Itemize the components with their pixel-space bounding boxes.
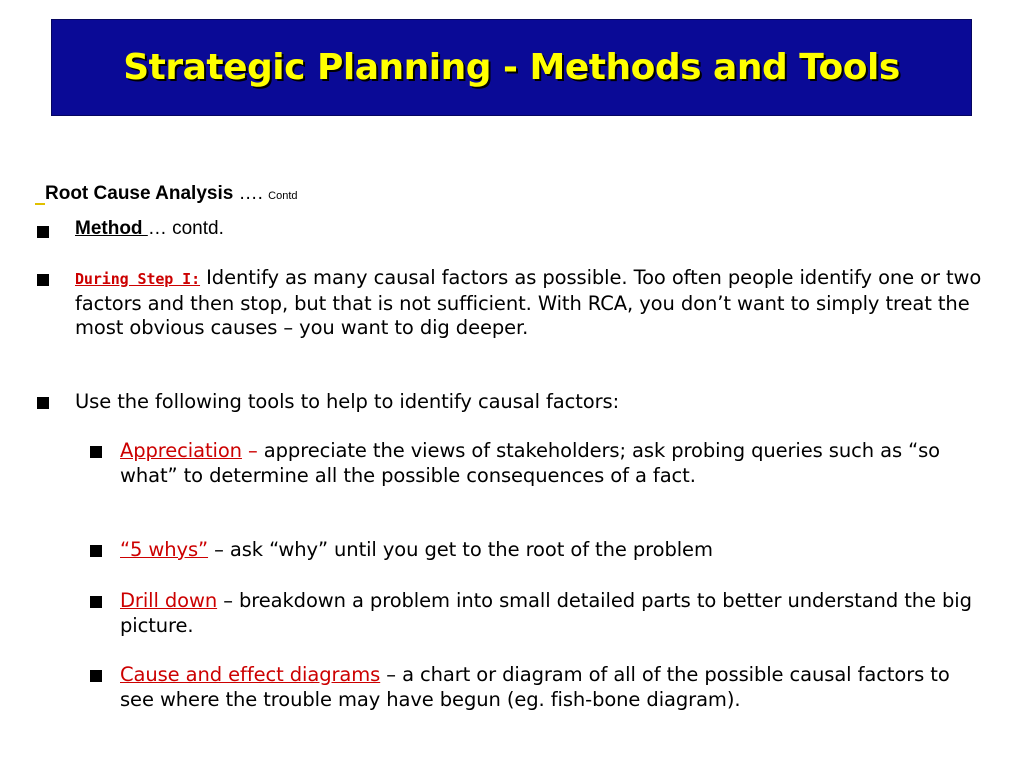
bullet-square: [90, 545, 102, 557]
step-label: During Step I:: [75, 270, 201, 288]
slide-title: Strategic Planning - Methods and Tools: [123, 47, 900, 88]
tool-item: [120, 589, 980, 638]
step-paragraph: [75, 266, 995, 341]
tool-item: [120, 663, 980, 712]
section-heading: [35, 183, 298, 205]
title-bar: [51, 19, 972, 116]
bullet-square: [90, 670, 102, 682]
tool-separator: –: [241, 439, 264, 462]
tool-separator: –: [217, 589, 239, 612]
section-heading-main: Root Cause Analysis: [45, 183, 234, 204]
section-heading-contd: Contd: [268, 190, 298, 202]
step-text: Identify as many causal factors as possible. Too often people identify one or two factors and then stop, but that is not sufficient. With RCA, you don’t want to simply treat the most obvious causes – you want to dig deeper.: [75, 266, 982, 339]
method-rest: … contd.: [147, 218, 224, 239]
tool-separator: –: [380, 663, 403, 686]
heading-underline-mark: [35, 187, 45, 205]
tool-name: Drill down: [120, 589, 218, 612]
tool-name: “5 whys”: [120, 538, 209, 561]
bullet-square: [90, 596, 102, 608]
tool-item: [120, 538, 990, 563]
tool-desc: ask “why” until you get to the root of the problem: [229, 538, 713, 561]
tool-desc: a chart or diagram of all of the possible causal factors to see where the trouble may have begun (eg. fish-bone diagram).: [120, 663, 950, 711]
tool-name: Appreciation: [120, 439, 242, 462]
bullet-square: [37, 397, 49, 409]
bullet-square: [37, 274, 49, 286]
bullet-square: [90, 446, 102, 458]
tool-name: Cause and effect diagrams: [120, 663, 381, 686]
bullet-square: [37, 226, 49, 238]
method-label: Method: [75, 218, 148, 239]
section-heading-dots: ….: [233, 183, 263, 204]
tool-desc: appreciate the views of stakeholders; ask probing queries such as “so what” to determine all the possible consequences of a fact.: [120, 439, 940, 487]
tools-intro: Use the following tools to help to identify causal factors:: [75, 390, 620, 413]
tool-item: [120, 439, 990, 488]
method-line: [75, 218, 224, 240]
tool-desc: breakdown a problem into small detailed parts to better understand the big picture.: [120, 589, 972, 637]
tool-separator: –: [208, 538, 230, 561]
